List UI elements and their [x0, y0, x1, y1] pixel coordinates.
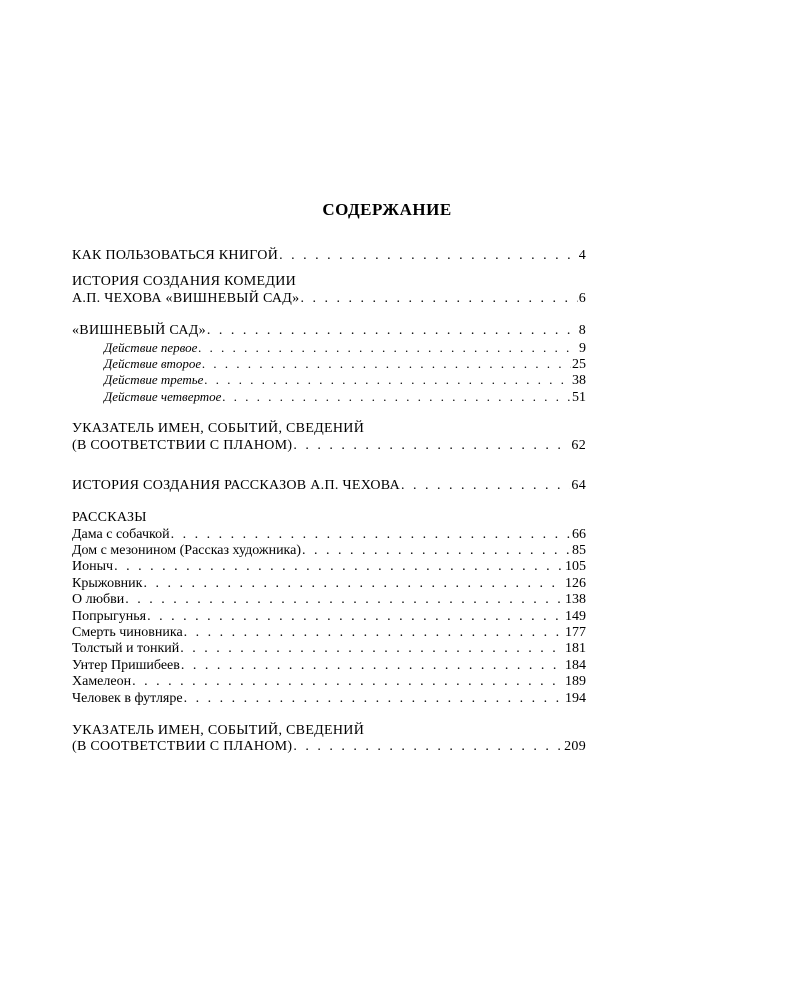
toc-entry-label: Действие третье — [104, 372, 204, 388]
dot-leader — [300, 291, 577, 307]
dot-leader — [198, 340, 578, 356]
toc-entry-story[interactable] — [72, 641, 586, 657]
toc-entry-label: Дама с собачкой — [72, 526, 170, 542]
toc-entry-label: (В СООТВЕТСТВИИ С ПЛАНОМ) — [72, 739, 293, 755]
dot-leader — [171, 527, 571, 543]
toc-entry-label: Действие первое — [104, 339, 198, 355]
toc-entry-index2[interactable] — [72, 739, 586, 755]
toc-entry-label: Унтер Пришибеев — [72, 657, 180, 673]
toc-entry-label: Действие второе — [104, 355, 202, 371]
dot-leader — [401, 478, 570, 494]
toc-entry-label: О любви — [72, 592, 125, 608]
toc-entry-label: Попрыгунья — [72, 608, 147, 624]
dot-leader — [293, 438, 570, 454]
toc-entry-label: Ионыч — [72, 559, 114, 575]
toc-entry-page: 138 — [565, 592, 586, 608]
dot-leader — [132, 674, 564, 690]
table-of-contents — [72, 248, 586, 756]
toc-entry-story[interactable] — [72, 609, 586, 625]
toc-entry-story[interactable] — [72, 625, 586, 641]
toc-entry-story[interactable] — [72, 658, 586, 674]
toc-entry-page: 184 — [565, 657, 586, 673]
dot-leader — [114, 559, 564, 575]
dot-leader — [181, 658, 564, 674]
toc-entry-page: 181 — [565, 641, 586, 657]
toc-entry-label: Дом с мезонином (Рассказ художника) — [72, 543, 302, 559]
toc-entry-story[interactable] — [72, 691, 586, 707]
toc-entry-story[interactable] — [72, 592, 586, 608]
toc-entry-page: 38 — [572, 373, 586, 389]
toc-entry-label: Толстый и тонкий — [72, 641, 180, 657]
dot-leader — [184, 625, 564, 641]
dot-leader — [207, 323, 578, 339]
dot-leader — [202, 356, 571, 372]
toc-entry-page: 126 — [565, 575, 586, 591]
toc-entry-page: 25 — [572, 356, 586, 372]
toc-entry-page: 4 — [578, 248, 586, 263]
dot-leader — [293, 739, 563, 755]
toc-entry-label: КАК ПОЛЬЗОВАТЬСЯ КНИГОЙ — [72, 248, 279, 263]
dot-leader — [222, 389, 571, 405]
toc-entry-index1[interactable] — [72, 438, 586, 454]
toc-entry-label: «ВИШНЕВЫЙ САД» — [72, 323, 206, 339]
toc-entry-act-1[interactable] — [72, 340, 586, 356]
toc-entry-page: 9 — [579, 340, 586, 356]
toc-entry-story[interactable] — [72, 527, 586, 543]
toc-entry-act-4[interactable] — [72, 389, 586, 405]
toc-entry-page: 189 — [565, 674, 586, 690]
toc-entry-index1-line1: УКАЗАТЕЛЬ ИМЕН, СОБЫТИЙ, СВЕДЕНИЙ — [72, 421, 365, 437]
toc-entry-page: 51 — [572, 389, 586, 405]
toc-entry-page: 177 — [565, 625, 586, 641]
toc-entry-label: (В СООТВЕТСТВИИ С ПЛАНОМ) — [72, 437, 293, 453]
toc-section-heading-stories: РАССКАЗЫ — [72, 510, 147, 526]
toc-entry-label: Хамелеон — [72, 674, 132, 690]
toc-entry-history-stories[interactable] — [72, 478, 586, 494]
dot-leader — [204, 372, 571, 388]
toc-entry-story[interactable] — [72, 559, 586, 575]
dot-leader — [302, 543, 571, 559]
toc-entry-page: 8 — [578, 323, 586, 339]
toc-entry-label: Человек в футляре — [72, 690, 183, 706]
toc-entry-page: 105 — [565, 559, 586, 575]
toc-entry-page: 66 — [572, 526, 586, 542]
toc-entry-history-comedy[interactable] — [72, 291, 586, 307]
toc-entry-index2-line1: УКАЗАТЕЛЬ ИМЕН, СОБЫТИЙ, СВЕДЕНИЙ — [72, 722, 365, 738]
toc-entry-page: 194 — [565, 690, 586, 706]
toc-entry-act-2[interactable] — [72, 356, 586, 372]
toc-entry-story[interactable] — [72, 543, 586, 559]
dot-leader — [125, 592, 564, 608]
toc-entry-page: 64 — [571, 477, 586, 493]
toc-entry-history-comedy-line1: ИСТОРИЯ СОЗДАНИЯ КОМЕДИИ — [72, 274, 297, 290]
page-title: СОДЕРЖАНИЕ — [322, 200, 452, 219]
toc-entry-page: 85 — [572, 543, 586, 559]
toc-entry-label: Крыжовник — [72, 575, 143, 591]
dot-leader — [279, 248, 578, 264]
toc-entry-cherry-orchard[interactable] — [72, 323, 586, 339]
toc-entry-how-to-use[interactable] — [72, 248, 586, 264]
toc-entry-story[interactable] — [72, 674, 586, 690]
toc-entry-page: 6 — [578, 290, 586, 306]
toc-entry-page: 209 — [564, 739, 586, 755]
toc-entry-label: А.П. ЧЕХОВА «ВИШНЕВЫЙ САД» — [72, 290, 300, 306]
toc-entry-label: ИСТОРИЯ СОЗДАНИЯ РАССКАЗОВ А.П. ЧЕХОВА — [72, 477, 400, 493]
dot-leader — [180, 641, 564, 657]
toc-entry-label: Смерть чиновника — [72, 625, 183, 641]
toc-entry-story[interactable] — [72, 576, 586, 592]
toc-entry-label: Действие четвертое — [104, 388, 222, 404]
dot-leader — [147, 609, 564, 625]
toc-entry-page: 149 — [565, 608, 586, 624]
toc-entry-page: 62 — [571, 437, 586, 453]
toc-entry-act-3[interactable] — [72, 372, 586, 388]
dot-leader — [184, 691, 564, 707]
dot-leader — [143, 576, 564, 592]
